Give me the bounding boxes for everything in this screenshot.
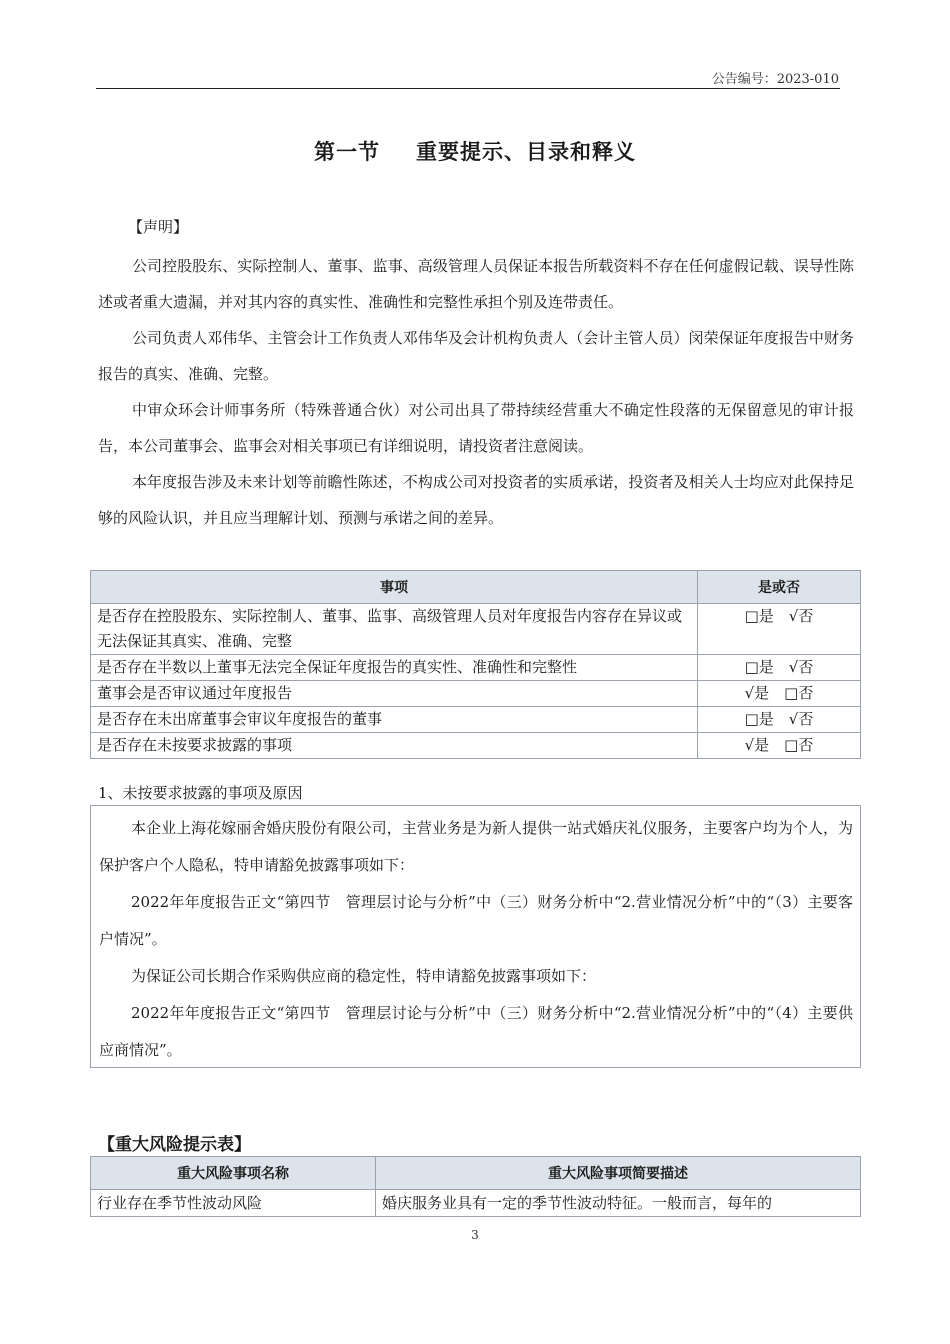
answer-cell: □是 √否 bbox=[698, 707, 861, 733]
table-row bbox=[91, 655, 861, 681]
table-header-row bbox=[91, 571, 861, 604]
section-title-text: 重要提示、目录和释义 bbox=[416, 140, 636, 164]
table-row bbox=[91, 733, 861, 759]
answer-cell: √是 □否 bbox=[698, 681, 861, 707]
risk-name-cell: 行业存在季节性波动风险 bbox=[91, 1190, 376, 1217]
matter-cell: 董事会是否审议通过年度报告 bbox=[91, 681, 698, 707]
declaration-heading: 【声明】 bbox=[128, 218, 189, 236]
undisclosed-paragraph: 为保证公司长期合作采购供应商的稳定性，特申请豁免披露事项如下： bbox=[131, 967, 597, 985]
declaration-paragraph: 公司控股股东、实际控制人、董事、监事、高级管理人员保证本报告所载资料不存在任何虚假记载、误导性陈述或者重大遗漏，并对其内容的真实性、准确性和完整性承担个别及连带责任。 bbox=[98, 257, 854, 311]
declaration-paragraph: 中审众环会计师事务所（特殊普通合伙）对公司出具了带持续经营重大不确定性段落的无保留意见的审计报告，本公司董事会、监事会对相关事项已有详细说明，请投资者注意阅读。 bbox=[98, 401, 854, 455]
answer-cell: □是 √否 bbox=[698, 655, 861, 681]
matters-table bbox=[90, 570, 861, 759]
header-rule bbox=[96, 88, 840, 89]
answer-cell: □是 √否 bbox=[698, 604, 861, 655]
table-row bbox=[91, 681, 861, 707]
answer-cell: √是 □否 bbox=[698, 733, 861, 759]
section-title bbox=[0, 136, 950, 166]
page-number: 3 bbox=[471, 1228, 479, 1242]
table-header-row bbox=[91, 1157, 861, 1190]
matter-cell: 是否存在未按要求披露的事项 bbox=[91, 733, 698, 759]
undisclosed-box bbox=[90, 805, 861, 1068]
undisclosed-paragraph: 2022年年度报告正文“第四节 管理层讨论与分析”中（三）财务分析中“2.营业情况分析”中的“（4）主要供应商情况”。 bbox=[99, 1004, 853, 1059]
declaration-paragraph: 本年度报告涉及未来计划等前瞻性陈述，不构成公司对投资者的实质承诺，投资者及相关人士均应对此保持足够的风险认识，并且应当理解计划、预测与承诺之间的差异。 bbox=[98, 473, 854, 527]
column-header-risk-description: 重大风险事项简要描述 bbox=[376, 1157, 861, 1190]
risk-description-cell: 婚庆服务业具有一定的季节性波动特征。一般而言，每年的 bbox=[376, 1190, 861, 1217]
risk-table bbox=[90, 1156, 861, 1217]
table-row bbox=[91, 1190, 861, 1217]
undisclosed-heading: 1、未按要求披露的事项及原因 bbox=[98, 784, 303, 802]
column-header-risk-name: 重大风险事项名称 bbox=[91, 1157, 376, 1190]
table-row bbox=[91, 604, 861, 655]
matter-cell: 是否存在半数以上董事无法完全保证年度报告的真实性、准确性和完整性 bbox=[91, 655, 698, 681]
declaration-paragraph: 公司负责人邓伟华、主管会计工作负责人邓伟华及会计机构负责人（会计主管人员）闵荣保证年度报告中财务报告的真实、准确、完整。 bbox=[98, 329, 854, 383]
column-header-matter: 事项 bbox=[91, 571, 698, 604]
column-header-answer: 是或否 bbox=[698, 571, 861, 604]
risk-table-heading: 【重大风险提示表】 bbox=[98, 1135, 251, 1155]
matter-cell: 是否存在控股股东、实际控制人、董事、监事、高级管理人员对年度报告内容存在异议或无法保证其真实、准确、完整 bbox=[91, 604, 698, 655]
section-number: 第一节 bbox=[314, 140, 380, 164]
undisclosed-paragraph: 2022年年度报告正文“第四节 管理层讨论与分析”中（三）财务分析中“2.营业情况分析”中的“（3）主要客户情况”。 bbox=[99, 893, 853, 948]
table-row bbox=[91, 707, 861, 733]
announcement-code: 公告编号：2023-010 bbox=[711, 72, 839, 87]
undisclosed-paragraph: 本企业上海花嫁丽舍婚庆股份有限公司，主营业务是为新人提供一站式婚庆礼仪服务，主要客户均为个人，为保护客户个人隐私，特申请豁免披露事项如下： bbox=[99, 819, 853, 874]
matter-cell: 是否存在未出席董事会审议年度报告的董事 bbox=[91, 707, 698, 733]
